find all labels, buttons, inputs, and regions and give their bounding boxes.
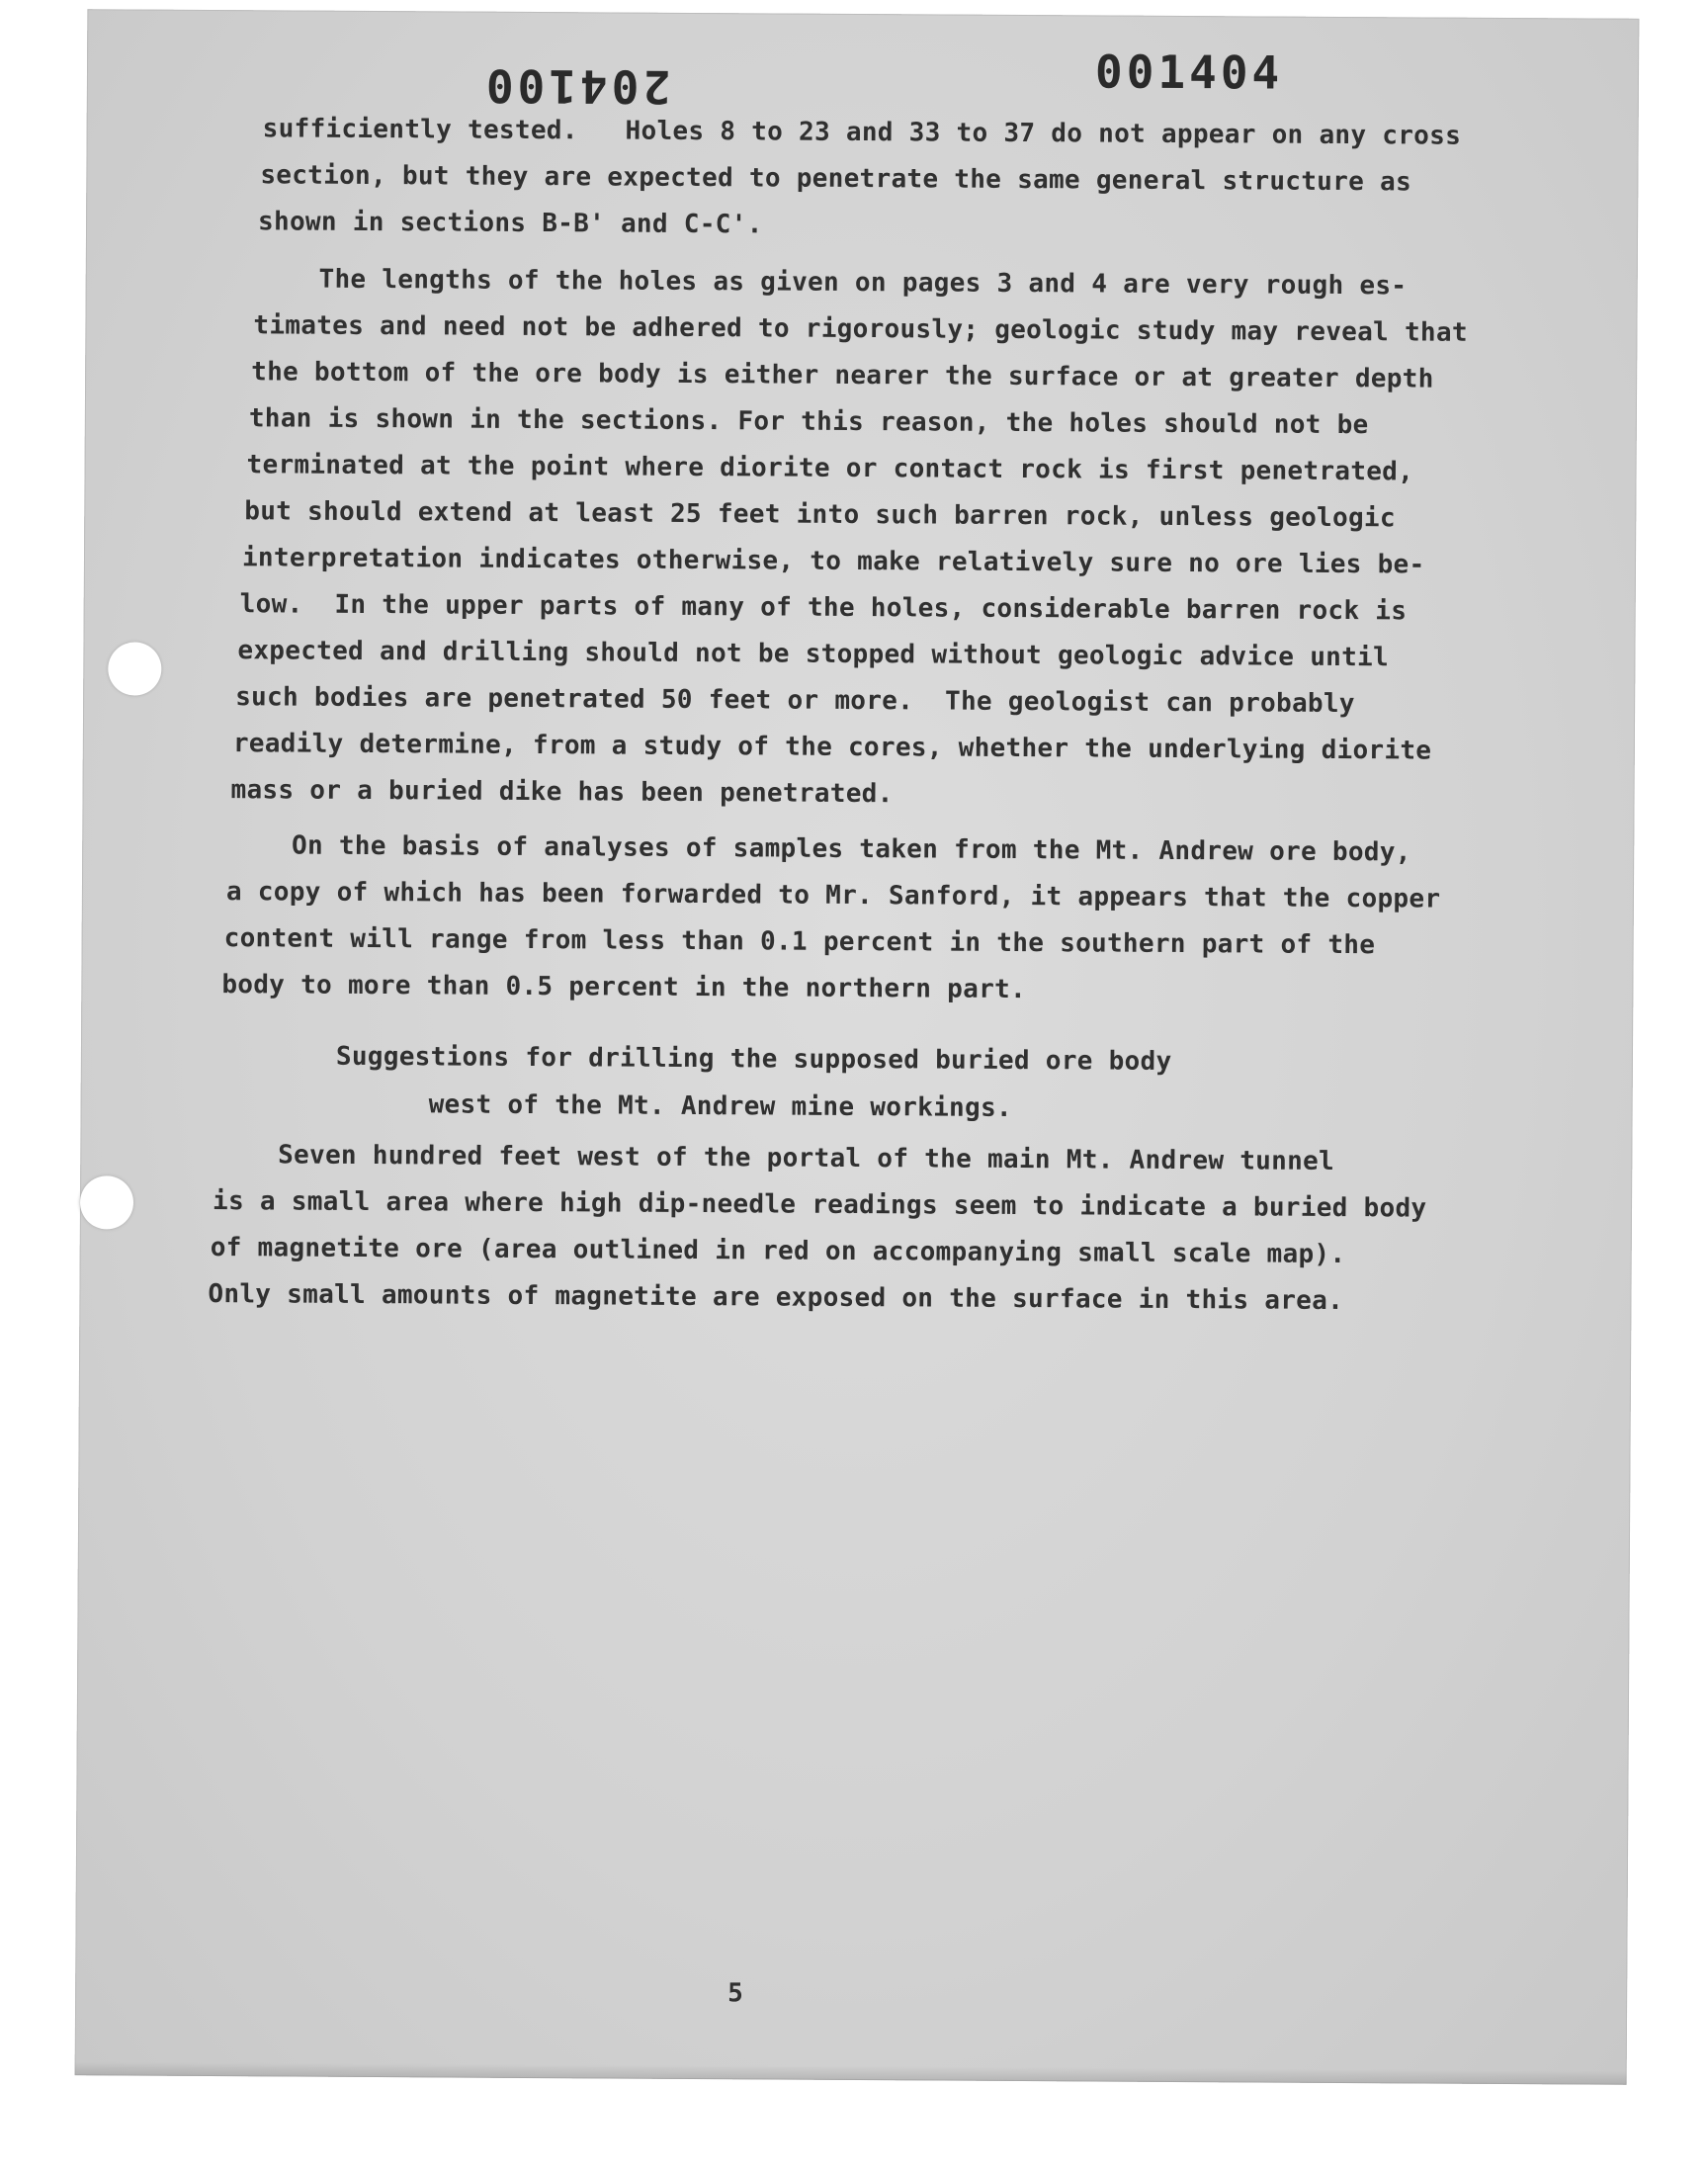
para4-line-2: is a small area where high dip-needle readings seem to indicate a buried body <box>212 1186 1427 1224</box>
para1-line-3: shown in sections B-B' and C-C'. <box>257 207 763 240</box>
para2-line-8: low. In the upper parts of many of the holes, considerable barren rock is <box>239 589 1408 627</box>
para4-line-4: Only small amounts of magnetite are exposed on the surface in this area. <box>208 1278 1344 1317</box>
para2-line-5: terminated at the point where diorite or contact rock is first penetrated, <box>246 450 1414 487</box>
section-heading-line-2: west of the Mt. Andrew mine workings. <box>428 1089 1012 1123</box>
para1-line-2: section, but they are expected to penetrate the same general structure as <box>260 160 1412 198</box>
para2-line-7: interpretation indicates otherwise, to make relatively sure no ore lies be- <box>241 543 1425 580</box>
page-number: 5 <box>727 1978 743 2009</box>
para4-line-1: Seven hundred feet west of the portal of the main Mt. Andrew tunnel <box>214 1140 1335 1176</box>
para3-line-3: content will range from less than 0.1 percent in the southern part of the <box>223 923 1376 961</box>
para2-line-1: The lengths of the holes as given on pages 3 and 4 are very rough es- <box>255 264 1408 302</box>
page-edge-shadow <box>75 2061 1627 2085</box>
para1-line-1: sufficiently tested. Holes 8 to 23 and 33 to 37 do not appear on any cross <box>262 114 1462 151</box>
para2-line-2: timates and need not be adhered to rigorously; geologic study may reveal that <box>253 310 1468 348</box>
para3-line-2: a copy of which has been forwarded to Mr. Sanford, it appears that the copper <box>225 877 1441 914</box>
section-heading-line-1: Suggestions for drilling the supposed buried ore body <box>335 1041 1172 1077</box>
para2-line-9: expected and drilling should not be stopped without geologic advice until <box>237 636 1390 673</box>
para3-line-1: On the basis of analyses of samples taken from the Mt. Andrew ore body, <box>228 830 1411 868</box>
document-page <box>75 9 1640 2085</box>
stamp-number-inverted: 204100 <box>481 58 671 114</box>
punch-hole-top <box>108 642 161 695</box>
punch-hole-bottom <box>80 1175 133 1229</box>
para2-line-4: than is shown in the sections. For this reason, the holes should not be <box>248 403 1369 441</box>
para2-line-6: but should extend at least 25 feet into such barren rock, unless geologic <box>244 496 1396 534</box>
para4-line-3: of magnetite ore (area outlined in red on accompanying small scale map). <box>210 1233 1346 1270</box>
para3-line-4: body to more than 0.5 percent in the northern part. <box>221 970 1027 1005</box>
para2-line-3: the bottom of the ore body is either nearer the surface or at greater depth <box>251 357 1434 394</box>
para2-line-11: readily determine, from a study of the cores, whether the underlying diorite <box>232 729 1432 766</box>
stamp-number: 001404 <box>1094 44 1284 100</box>
para2-line-12: mass or a buried dike has been penetrated. <box>230 775 894 810</box>
para2-line-10: such bodies are penetrated 50 feet or more. The geologist can probably <box>235 682 1355 720</box>
